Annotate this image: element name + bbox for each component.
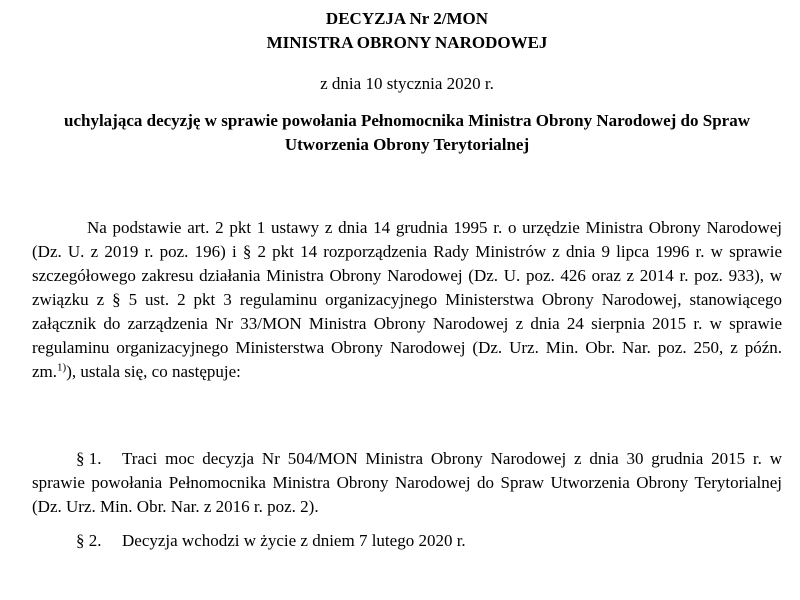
section-1-mark: § 1. xyxy=(76,449,102,468)
section-2 xyxy=(32,529,782,553)
section-2-mark: § 2. xyxy=(76,531,102,550)
issuer-title: MINISTRA OBRONY NARODOWEJ xyxy=(266,33,548,52)
preamble-tail: ), ustala się, co następuje: xyxy=(66,362,241,381)
decision-number-title: DECYZJA Nr 2/MON xyxy=(325,9,489,28)
section-2-text: Decyzja wchodzi w życie z dniem 7 lutego 2020 r. xyxy=(122,531,466,550)
preamble-text: Na podstawie art. 2 pkt 1 ustawy z dnia 14 grudnia 1995 r. o urzędzie Ministra Obrony Narodowej (Dz. U. z 2019 r. poz. 196) i § 2 pkt 14 rozporządzenia Rady Ministrów z dnia 9 lipca 1996 r. w sprawie szczegółowego zakresu działania Ministra Obrony Narodowej (Dz. U. poz. 426 oraz z 2014 r. poz. 933), w związku z § 5 ust. 2 pkt 3 regulaminu organizacyjnego Ministerstwa Obrony Narodowej, stanowiącego załącznik do zarządzenia Nr 33/MON Ministra Obrony Narodowej z dnia 24 sierpnia 2015 r. w sprawie regulaminu organizacyjnego Ministerstwa Obrony Narodowej (Dz. Urz. Min. Obr. Nar. poz. 250, z późn. zm. xyxy=(32,218,782,381)
section-1 xyxy=(32,447,782,519)
document-header xyxy=(32,0,782,55)
decision-subject: uchylająca decyzję w sprawie powołania Pełnomocnika Ministra Obrony Narodowej do Spraw Utworzenia Obrony Terytorialnej xyxy=(64,111,750,154)
legal-basis-preamble xyxy=(32,216,782,384)
footnote-reference: 1) xyxy=(57,361,67,374)
decision-date: z dnia 10 stycznia 2020 r. xyxy=(320,74,494,93)
section-1-text: Traci moc decyzja Nr 504/MON Ministra Obrony Narodowej z dnia 30 grudnia 2015 r. w sprawie powołania Pełnomocnika Ministra Obrony Narodowej do Spraw Utworzenia Obrony Terytorialnej (Dz. Urz. Min. Obr. Nar. z 2016 r. poz. 2). xyxy=(32,449,782,516)
